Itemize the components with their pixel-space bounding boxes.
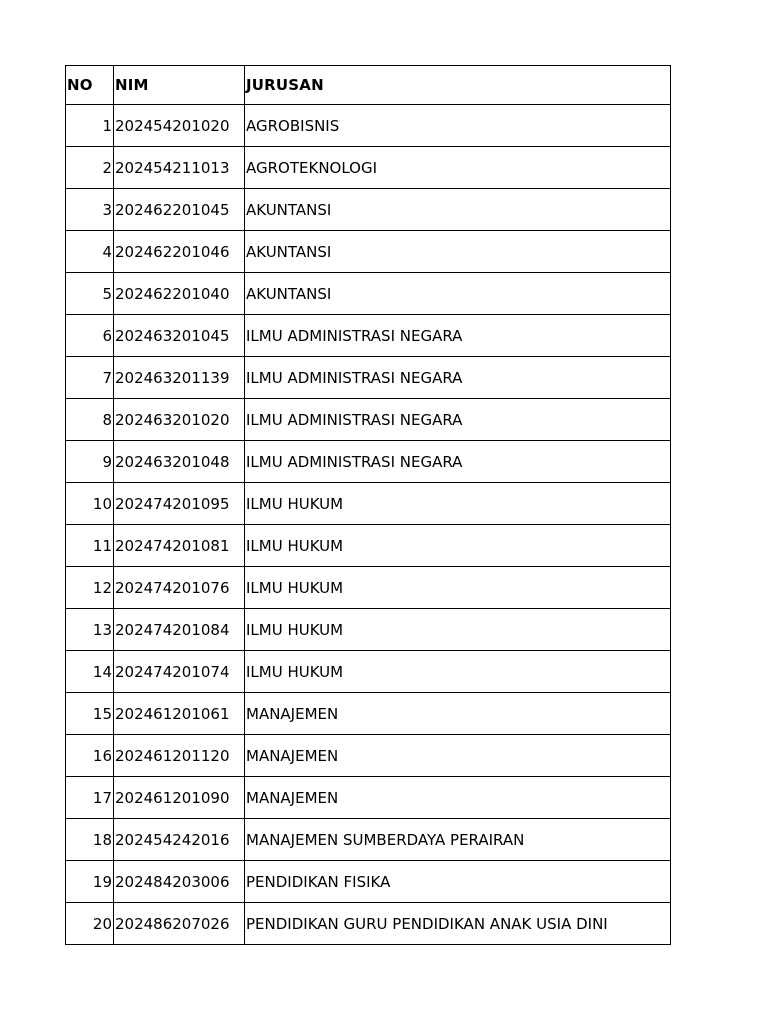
table-row	[66, 651, 671, 693]
cell-jurusan: AGROBISNIS	[245, 105, 671, 147]
cell-no: 8	[66, 399, 114, 441]
cell-jurusan: AKUNTANSI	[245, 231, 671, 273]
cell-nim: 202454211013	[114, 147, 245, 189]
cell-jurusan: ILMU ADMINISTRASI NEGARA	[245, 315, 671, 357]
table-row	[66, 315, 671, 357]
cell-nim: 202463201139	[114, 357, 245, 399]
cell-jurusan: AKUNTANSI	[245, 273, 671, 315]
cell-no: 10	[66, 483, 114, 525]
cell-no: 7	[66, 357, 114, 399]
cell-jurusan: ILMU ADMINISTRASI NEGARA	[245, 399, 671, 441]
cell-nim: 202462201040	[114, 273, 245, 315]
cell-no: 18	[66, 819, 114, 861]
cell-nim: 202486207026	[114, 903, 245, 945]
cell-jurusan: ILMU HUKUM	[245, 483, 671, 525]
table-row	[66, 777, 671, 819]
header-no: NO	[66, 66, 114, 105]
table-row	[66, 231, 671, 273]
cell-no: 2	[66, 147, 114, 189]
cell-nim: 202474201076	[114, 567, 245, 609]
cell-jurusan: ILMU ADMINISTRASI NEGARA	[245, 441, 671, 483]
table-row	[66, 903, 671, 945]
table-row	[66, 693, 671, 735]
table-row	[66, 861, 671, 903]
table-row	[66, 105, 671, 147]
table-row	[66, 441, 671, 483]
table-row	[66, 399, 671, 441]
cell-jurusan: ILMU HUKUM	[245, 525, 671, 567]
cell-no: 1	[66, 105, 114, 147]
cell-jurusan: AKUNTANSI	[245, 189, 671, 231]
cell-nim: 202474201095	[114, 483, 245, 525]
cell-nim: 202454201020	[114, 105, 245, 147]
cell-no: 20	[66, 903, 114, 945]
cell-nim: 202484203006	[114, 861, 245, 903]
cell-nim: 202463201048	[114, 441, 245, 483]
cell-no: 19	[66, 861, 114, 903]
cell-no: 12	[66, 567, 114, 609]
cell-no: 11	[66, 525, 114, 567]
student-table	[65, 65, 671, 945]
cell-nim: 202462201045	[114, 189, 245, 231]
cell-nim: 202463201045	[114, 315, 245, 357]
cell-no: 3	[66, 189, 114, 231]
table-row	[66, 609, 671, 651]
cell-jurusan: AGROTEKNOLOGI	[245, 147, 671, 189]
cell-no: 4	[66, 231, 114, 273]
cell-no: 15	[66, 693, 114, 735]
header-jurusan: JURUSAN	[245, 66, 671, 105]
table-row	[66, 273, 671, 315]
cell-jurusan: ILMU HUKUM	[245, 567, 671, 609]
cell-no: 13	[66, 609, 114, 651]
cell-no: 16	[66, 735, 114, 777]
cell-jurusan: MANAJEMEN	[245, 777, 671, 819]
cell-nim: 202462201046	[114, 231, 245, 273]
cell-nim: 202463201020	[114, 399, 245, 441]
cell-jurusan: ILMU ADMINISTRASI NEGARA	[245, 357, 671, 399]
cell-nim: 202461201090	[114, 777, 245, 819]
cell-nim: 202474201074	[114, 651, 245, 693]
cell-no: 17	[66, 777, 114, 819]
table-row	[66, 189, 671, 231]
table-row	[66, 819, 671, 861]
cell-nim: 202454242016	[114, 819, 245, 861]
cell-jurusan: MANAJEMEN	[245, 735, 671, 777]
table-row	[66, 525, 671, 567]
cell-jurusan: PENDIDIKAN GURU PENDIDIKAN ANAK USIA DINI	[245, 903, 671, 945]
cell-no: 9	[66, 441, 114, 483]
cell-no: 14	[66, 651, 114, 693]
header-nim: NIM	[114, 66, 245, 105]
cell-jurusan: PENDIDIKAN FISIKA	[245, 861, 671, 903]
cell-no: 5	[66, 273, 114, 315]
cell-jurusan: ILMU HUKUM	[245, 609, 671, 651]
cell-nim: 202461201061	[114, 693, 245, 735]
cell-jurusan: MANAJEMEN SUMBERDAYA PERAIRAN	[245, 819, 671, 861]
table-row	[66, 357, 671, 399]
cell-jurusan: ILMU HUKUM	[245, 651, 671, 693]
cell-jurusan: MANAJEMEN	[245, 693, 671, 735]
cell-nim: 202474201081	[114, 525, 245, 567]
cell-nim: 202461201120	[114, 735, 245, 777]
cell-no: 6	[66, 315, 114, 357]
table-row	[66, 483, 671, 525]
table-row	[66, 567, 671, 609]
table-body	[66, 105, 671, 945]
table-row	[66, 735, 671, 777]
cell-nim: 202474201084	[114, 609, 245, 651]
table-header-row	[66, 66, 671, 105]
table-row	[66, 147, 671, 189]
